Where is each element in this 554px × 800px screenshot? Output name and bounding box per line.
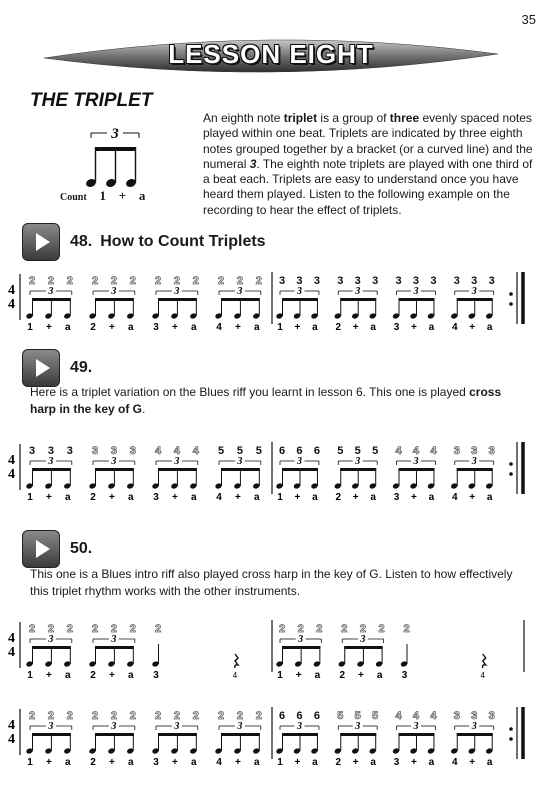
count-word: Count <box>60 192 87 203</box>
harp-hole-number: 5 <box>255 445 262 457</box>
lesson-50-number: 50. <box>70 540 93 557</box>
intro-text-2: is a group of <box>317 111 390 125</box>
triplet-numeral: 3 <box>296 286 302 297</box>
count-label: + <box>234 757 241 768</box>
harp-hole-number: 4 <box>412 445 420 457</box>
harp-hole-number: 4 <box>173 445 180 457</box>
harp-hole-number: 2 <box>341 623 348 635</box>
harp-hole-number: 2 <box>110 275 117 287</box>
count-label: 2 <box>90 757 96 768</box>
count-label: 1 <box>27 757 33 768</box>
harp-hole-number: 2 <box>47 623 54 635</box>
time-signature-bottom: 4 <box>8 297 15 312</box>
triplet-numeral: 3 <box>111 721 117 732</box>
count-label: 1 <box>277 757 283 768</box>
triplet-numeral: 3 <box>355 721 361 732</box>
count-label: a <box>128 322 134 333</box>
harp-hole-number: 3 <box>471 710 478 722</box>
count-label: a <box>314 670 321 681</box>
harp-hole-number: 2 <box>66 710 73 722</box>
harp-hole-number: 2 <box>129 623 136 635</box>
harp-hole-number: 5 <box>217 445 225 457</box>
harp-hole-number: 3 <box>66 445 73 457</box>
harp-hole-number: 2 <box>236 710 243 722</box>
harp-hole-number: 3 <box>296 275 303 287</box>
harp-hole-number: 3 <box>488 275 495 287</box>
count-label: 2 <box>335 322 342 333</box>
count-label: 3 <box>153 670 159 681</box>
triplet-numeral: 3 <box>296 456 302 467</box>
harp-hole-number: 3 <box>453 445 460 457</box>
count-label: a <box>376 670 383 681</box>
count-label: + <box>358 670 364 681</box>
count-label: + <box>469 757 476 768</box>
harp-hole-number: 2 <box>66 275 73 287</box>
count-label: + <box>294 492 301 503</box>
triplet-numeral: 3 <box>111 126 119 142</box>
harp-hole-number: 4 <box>412 710 420 722</box>
count-label: 1 <box>277 492 283 503</box>
harp-hole-number: 6 <box>313 710 321 722</box>
triplet-numeral: 3 <box>413 456 419 467</box>
count-label: 4 <box>216 492 222 503</box>
time-signature-top: 4 <box>8 631 15 646</box>
harp-hole-number: 2 <box>217 275 225 287</box>
harp-hole-number: 6 <box>313 445 321 457</box>
count-label: + <box>294 322 301 333</box>
count-label: + <box>411 322 417 333</box>
intro-bold-three: three <box>389 111 420 125</box>
lesson-49-desc-text: Here is a triplet variation on the Blues riff you learnt in lesson 6. This one is played <box>30 385 470 399</box>
harp-hole-number: 6 <box>278 445 286 457</box>
count-label: 3 <box>401 670 408 681</box>
intro-text-1: An eighth note <box>203 111 284 125</box>
harp-hole-number: 4 <box>154 445 162 457</box>
triplet-numeral: 3 <box>174 456 180 467</box>
count-label: a <box>486 322 493 333</box>
count-label: 2 <box>90 322 96 333</box>
harp-hole-number: 3 <box>430 275 437 287</box>
harp-hole-number: 3 <box>91 445 99 457</box>
count-label: a <box>128 492 134 503</box>
intro-text-3: evenly spaced notes played within one beat. Triplets are indicated by three eighth notes grouped together by a bracket (or a curved line) and the numeral <box>203 111 533 171</box>
harp-hole-number: 3 <box>453 710 460 722</box>
count-label: a <box>486 492 493 503</box>
lesson-49-desc-end: . <box>142 402 146 416</box>
harp-hole-number: 2 <box>297 623 304 635</box>
count-label: a <box>254 492 260 503</box>
count-label: + <box>294 757 301 768</box>
triplet-numeral: 3 <box>355 456 361 467</box>
count-label: 1 <box>277 670 283 681</box>
count-label: 4 <box>232 671 238 680</box>
harp-hole-number: 2 <box>359 623 366 635</box>
harp-hole-number: 2 <box>129 275 136 287</box>
intro-text-4: . The eighth note triplets are played with one third of a beat each. Triplets are easy to understand once you have heard them played. Listen to the following example on the recording to hear the effect of triplets. <box>203 156 533 217</box>
count-label: + <box>108 670 115 681</box>
count-label: a <box>312 492 318 503</box>
harp-hole-number: 3 <box>395 275 402 287</box>
triplet-numeral: 3 <box>111 286 117 297</box>
repeat-dot <box>509 302 513 306</box>
triplet-numeral: 3 <box>360 634 366 645</box>
harp-hole-number: 3 <box>488 710 495 722</box>
triplet-numeral: 3 <box>48 634 54 645</box>
harp-hole-number: 2 <box>28 710 36 722</box>
triplet-numeral: 3 <box>48 286 54 297</box>
staff50a-group <box>8 620 524 681</box>
time-signature-top: 4 <box>8 718 15 733</box>
count-label: a <box>254 757 260 768</box>
repeat-dot <box>509 462 513 466</box>
count-label: a <box>254 322 260 333</box>
count-label: + <box>469 492 476 503</box>
banner-title: LESSON EIGHT <box>168 39 374 69</box>
harp-hole-number: 2 <box>255 710 262 722</box>
count-label: a <box>65 322 71 333</box>
count-label: + <box>295 670 302 681</box>
count-label: 2 <box>90 492 96 503</box>
harp-hole-number: 4 <box>430 710 437 722</box>
repeat-dot <box>509 472 513 476</box>
harp-hole-number: 2 <box>154 623 162 635</box>
count-label: + <box>108 492 115 503</box>
count-label: 2 <box>339 670 346 681</box>
count-label: 1 <box>277 322 283 333</box>
count-label: 1 <box>27 322 33 333</box>
count-label: a <box>191 322 197 333</box>
count-label: + <box>411 492 417 503</box>
quarter-rest-icon <box>235 654 238 668</box>
triplet-numeral: 3 <box>111 456 117 467</box>
triplet-numeral: 3 <box>413 286 419 297</box>
harp-hole-number: 6 <box>296 445 303 457</box>
harp-hole-number: 4 <box>395 445 402 457</box>
count-label: + <box>234 322 241 333</box>
count-label: a <box>370 322 376 333</box>
count-label: a <box>428 492 435 503</box>
harp-hole-number: 3 <box>129 445 136 457</box>
count-label: + <box>352 492 359 503</box>
count-label: 3 <box>393 322 400 333</box>
quarter-rest-icon <box>483 654 486 668</box>
count-label: a <box>370 757 376 768</box>
harp-hole-number: 3 <box>28 445 36 457</box>
count-label: a <box>428 322 435 333</box>
harp-hole-number: 3 <box>453 275 460 287</box>
count-label: a <box>65 757 71 768</box>
harp-hole-number: 3 <box>354 275 361 287</box>
harp-hole-number: 2 <box>110 623 117 635</box>
count-label: + <box>469 322 476 333</box>
count-label: a <box>312 757 318 768</box>
harp-hole-number: 4 <box>192 445 199 457</box>
harp-hole-number: 2 <box>91 710 99 722</box>
triplet-numeral: 3 <box>48 721 54 732</box>
count-a: a <box>138 188 146 203</box>
count-label: + <box>45 322 52 333</box>
count-label: + <box>171 757 178 768</box>
triplet-numeral: 3 <box>471 286 477 297</box>
count-label: 1 <box>27 670 33 681</box>
count-label: + <box>411 757 417 768</box>
harp-hole-number: 3 <box>337 275 344 287</box>
count-label: 1 <box>27 492 33 503</box>
harp-hole-number: 4 <box>395 710 402 722</box>
count-label: a <box>191 757 197 768</box>
count-label: + <box>234 492 241 503</box>
count-label: 3 <box>153 757 159 768</box>
count-label: a <box>370 492 376 503</box>
harp-hole-number: 5 <box>372 445 379 457</box>
harp-hole-number: 2 <box>255 275 262 287</box>
harp-hole-number: 2 <box>278 623 286 635</box>
triplet-numeral: 3 <box>237 721 243 732</box>
count-1: 1 <box>99 188 106 203</box>
count-label: 3 <box>393 757 400 768</box>
count-label: a <box>428 757 435 768</box>
harp-hole-number: 2 <box>66 623 73 635</box>
count-plus: + <box>118 188 127 203</box>
harp-hole-number: 6 <box>296 710 303 722</box>
count-label: 2 <box>335 492 342 503</box>
triplet-numeral: 3 <box>355 286 361 297</box>
count-label: + <box>352 322 359 333</box>
harp-hole-number: 2 <box>28 275 36 287</box>
triplet-numeral: 3 <box>413 721 419 732</box>
count-label: + <box>352 757 359 768</box>
count-label: a <box>312 322 318 333</box>
harp-hole-number: 3 <box>471 275 478 287</box>
triplet-numeral: 3 <box>237 456 243 467</box>
count-label: 4 <box>451 757 458 768</box>
count-label: 2 <box>90 670 96 681</box>
count-label: 4 <box>216 757 222 768</box>
lesson-49-number: 49. <box>70 359 93 376</box>
harp-hole-number: 2 <box>154 275 162 287</box>
triplet-numeral: 3 <box>296 721 302 732</box>
harp-hole-number: 2 <box>47 710 54 722</box>
count-label: a <box>65 492 71 503</box>
harp-hole-number: 2 <box>28 623 36 635</box>
count-label: 3 <box>153 322 159 333</box>
time-signature-top: 4 <box>8 453 15 468</box>
count-label: a <box>486 757 493 768</box>
repeat-dot <box>509 737 513 741</box>
harp-hole-number: 3 <box>313 275 321 287</box>
harp-hole-number: 2 <box>129 710 136 722</box>
harp-hole-number: 2 <box>173 275 180 287</box>
count-label: 3 <box>393 492 400 503</box>
triplet-numeral: 3 <box>174 721 180 732</box>
triplet-numeral: 3 <box>111 634 117 645</box>
count-label: + <box>108 757 115 768</box>
lesson-50-desc-text: This one is a Blues intro riff also played cross harp in the key of G. Listen to how effectively this triplet rhythm works with the other instruments. <box>30 567 513 598</box>
harp-hole-number: 2 <box>217 710 225 722</box>
harp-hole-number: 5 <box>372 710 379 722</box>
harp-hole-number: 5 <box>354 445 361 457</box>
harp-hole-number: 3 <box>412 275 420 287</box>
staff48-group <box>8 272 523 333</box>
lesson-49-desc-bold: cross harp in the key of G <box>30 385 502 416</box>
harp-hole-number: 2 <box>110 710 117 722</box>
triplet-numeral: 3 <box>471 456 477 467</box>
count-label: a <box>191 492 197 503</box>
triplet-numeral: 3 <box>298 634 304 645</box>
lesson-48-title: How to Count Triplets <box>100 233 266 250</box>
repeat-dot <box>509 727 513 731</box>
harp-hole-number: 2 <box>154 710 162 722</box>
harp-hole-number: 2 <box>403 623 410 635</box>
count-label: + <box>45 670 52 681</box>
count-label: 4 <box>451 322 458 333</box>
harp-hole-number: 3 <box>488 445 495 457</box>
time-signature-bottom: 4 <box>8 645 15 660</box>
harp-hole-number: 3 <box>278 275 286 287</box>
count-label: a <box>128 757 134 768</box>
harp-hole-number: 2 <box>91 275 99 287</box>
time-signature-top: 4 <box>8 283 15 298</box>
count-label: + <box>45 757 52 768</box>
triplet-numeral: 3 <box>48 456 54 467</box>
harp-hole-number: 5 <box>337 445 344 457</box>
count-label: 4 <box>451 492 458 503</box>
harp-hole-number: 3 <box>110 445 117 457</box>
section-title: THE TRIPLET <box>30 90 153 111</box>
harp-hole-number: 2 <box>47 275 54 287</box>
harp-hole-number: 3 <box>372 275 379 287</box>
harp-hole-number: 2 <box>192 275 199 287</box>
harp-hole-number: 2 <box>91 623 99 635</box>
count-label: + <box>171 492 178 503</box>
harp-hole-number: 2 <box>316 623 323 635</box>
harp-hole-number: 3 <box>47 445 54 457</box>
harp-hole-number: 2 <box>236 275 243 287</box>
staff50b-group <box>8 707 523 768</box>
harp-hole-number: 2 <box>192 710 199 722</box>
count-label: 4 <box>480 671 485 680</box>
time-signature-bottom: 4 <box>8 732 15 747</box>
harp-hole-number: 2 <box>378 623 385 635</box>
triplet-numeral: 3 <box>174 286 180 297</box>
repeat-dot <box>509 292 513 296</box>
harp-hole-number: 5 <box>337 710 344 722</box>
count-label: + <box>108 322 115 333</box>
harp-hole-number: 5 <box>236 445 243 457</box>
harp-hole-number: 4 <box>430 445 437 457</box>
intro-bold-triplet: triplet <box>283 111 318 125</box>
count-label: a <box>65 670 71 681</box>
lesson-48-number: 48. <box>70 233 93 250</box>
harp-hole-number: 6 <box>278 710 286 722</box>
count-label: + <box>171 322 178 333</box>
count-label: 3 <box>153 492 159 503</box>
staff49-group <box>8 442 523 503</box>
time-signature-bottom: 4 <box>8 467 15 482</box>
harp-hole-number: 2 <box>173 710 180 722</box>
harp-hole-number: 5 <box>354 710 361 722</box>
page-number: 35 <box>521 12 536 27</box>
harp-hole-number: 3 <box>471 445 478 457</box>
intro-bold-numeral: 3 <box>249 156 257 171</box>
triplet-numeral: 3 <box>237 286 243 297</box>
count-label: 2 <box>335 757 342 768</box>
count-label: + <box>45 492 52 503</box>
count-label: 4 <box>216 322 222 333</box>
triplet-numeral: 3 <box>471 721 477 732</box>
count-label: a <box>128 670 134 681</box>
